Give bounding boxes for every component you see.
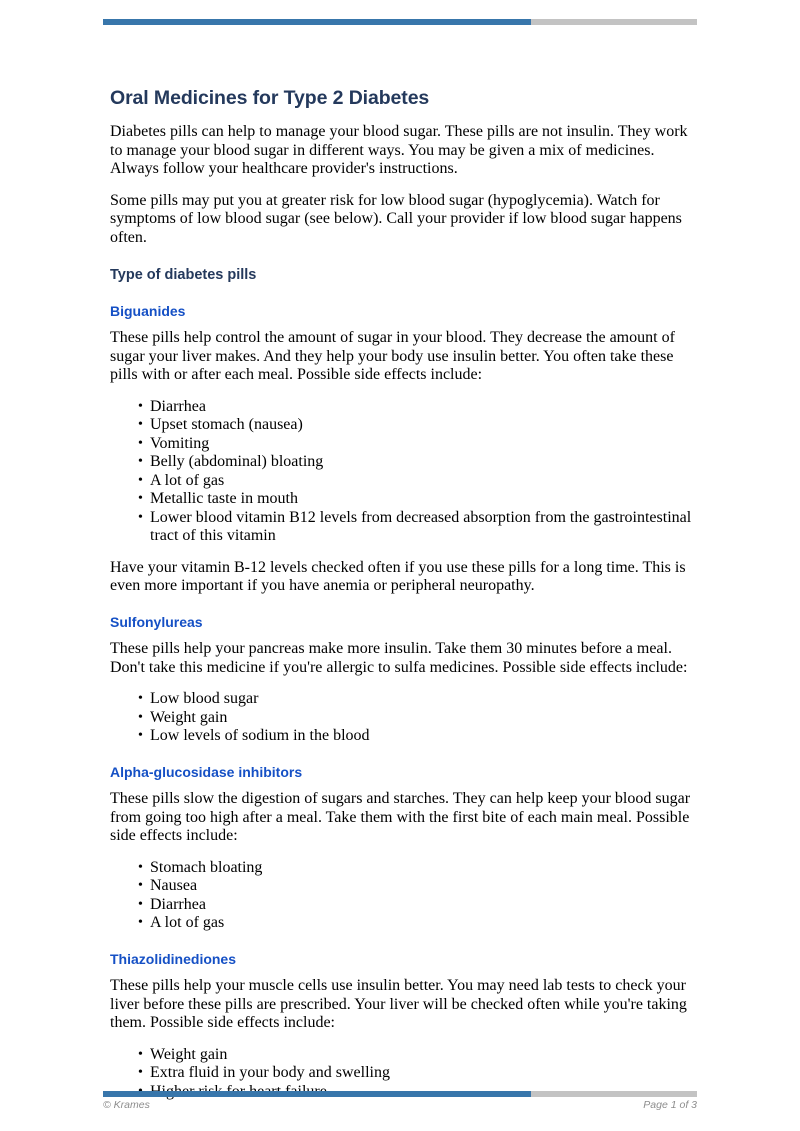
side-effects-list-biguanides xyxy=(110,398,692,546)
list-item: • Diarrhea xyxy=(150,896,692,915)
intro-paragraph-1: Diabetes pills can help to manage your blood sugar. These pills are not insulin. They work to manage your blood sugar in different ways. You may be given a mix of medicines. Always follow your healthcare provider's instructions. xyxy=(110,123,688,178)
footer-rule-empty-segment xyxy=(531,1091,697,1097)
section-heading-type-of-diabetes-pills: Type of diabetes pills xyxy=(110,267,257,284)
list-item: • Stomach bloating xyxy=(150,859,692,878)
subsection-paragraph-sulfonylureas: These pills help your pancreas make more insulin. Take them 30 minutes before a meal. Don't take this medicine if you're allergic to sulfa medicines. Possible side effects include: xyxy=(110,640,688,676)
list-item: • A lot of gas xyxy=(150,914,692,933)
subsection-heading-alpha-glucosidase-inhibitors: Alpha-glucosidase inhibitors xyxy=(110,763,303,780)
list-item: • Low levels of sodium in the blood xyxy=(150,727,692,746)
list-item: • A lot of gas xyxy=(150,472,692,491)
list-item: • Weight gain xyxy=(150,709,692,728)
header-rule-empty-segment xyxy=(531,19,697,25)
footer-rule-filled-segment xyxy=(103,1091,531,1097)
subsection-heading-thiazolidinediones: Thiazolidinediones xyxy=(110,950,237,967)
list-item: • Belly (abdominal) bloating xyxy=(150,453,692,472)
side-effects-list-alpha-glucosidase-inhibitors xyxy=(110,859,692,933)
page-title: Oral Medicines for Type 2 Diabetes xyxy=(110,87,430,109)
page-footer xyxy=(103,1099,697,1111)
list-item: • Vomiting xyxy=(150,435,692,454)
list-item: • Upset stomach (nausea) xyxy=(150,416,692,435)
subsection-paragraph-biguanides: These pills help control the amount of sugar in your blood. They decrease the amount of sugar your liver makes. And they help your body use insulin better. You often take these pills with or after each meal. Possible side effects include: xyxy=(110,329,675,383)
footer-progress-rule xyxy=(103,1091,697,1097)
footer-page-number: Page 1 of 3 xyxy=(643,1099,697,1111)
document-content xyxy=(110,86,692,1114)
list-item: • Lower blood vitamin B12 levels from decreased absorption from the gastrointestinal tract of this vitamin xyxy=(150,509,692,546)
subsection-note-biguanides: Have your vitamin B-12 levels checked often if you use these pills for a long time. This is even more important if you have anemia or peripheral neuropathy. xyxy=(110,558,686,594)
subsection-paragraph-thiazolidinediones: These pills help your muscle cells use insulin better. You may need lab tests to check your liver before these pills are prescribed. Your liver will be checked often while you're taking them. Possible side effects include: xyxy=(110,977,687,1031)
header-rule-filled-segment xyxy=(103,19,531,25)
list-item: • Nausea xyxy=(150,877,692,896)
list-item: • Low blood sugar xyxy=(150,690,692,709)
intro-paragraph-2: Some pills may put you at greater risk for low blood sugar (hypoglycemia). Watch for symptoms of low blood sugar (see below). Call your provider if low blood sugar happens often. xyxy=(110,191,682,246)
header-progress-rule xyxy=(103,19,697,25)
subsection-paragraph-alpha-glucosidase-inhibitors: These pills slow the digestion of sugars and starches. They can help keep your blood sugar from going too high after a meal. Take them with the first bite of each main meal. Possible side effects include: xyxy=(110,790,691,844)
list-item: • Metallic taste in mouth xyxy=(150,490,692,509)
subsection-heading-sulfonylureas: Sulfonylureas xyxy=(110,613,203,630)
list-item: • Extra fluid in your body and swelling xyxy=(150,1064,692,1083)
subsection-heading-biguanides: Biguanides xyxy=(110,302,186,319)
side-effects-list-sulfonylureas xyxy=(110,690,692,746)
footer-copyright: © Krames xyxy=(103,1099,150,1111)
list-item: • Weight gain xyxy=(150,1046,692,1065)
list-item: • Diarrhea xyxy=(150,398,692,417)
